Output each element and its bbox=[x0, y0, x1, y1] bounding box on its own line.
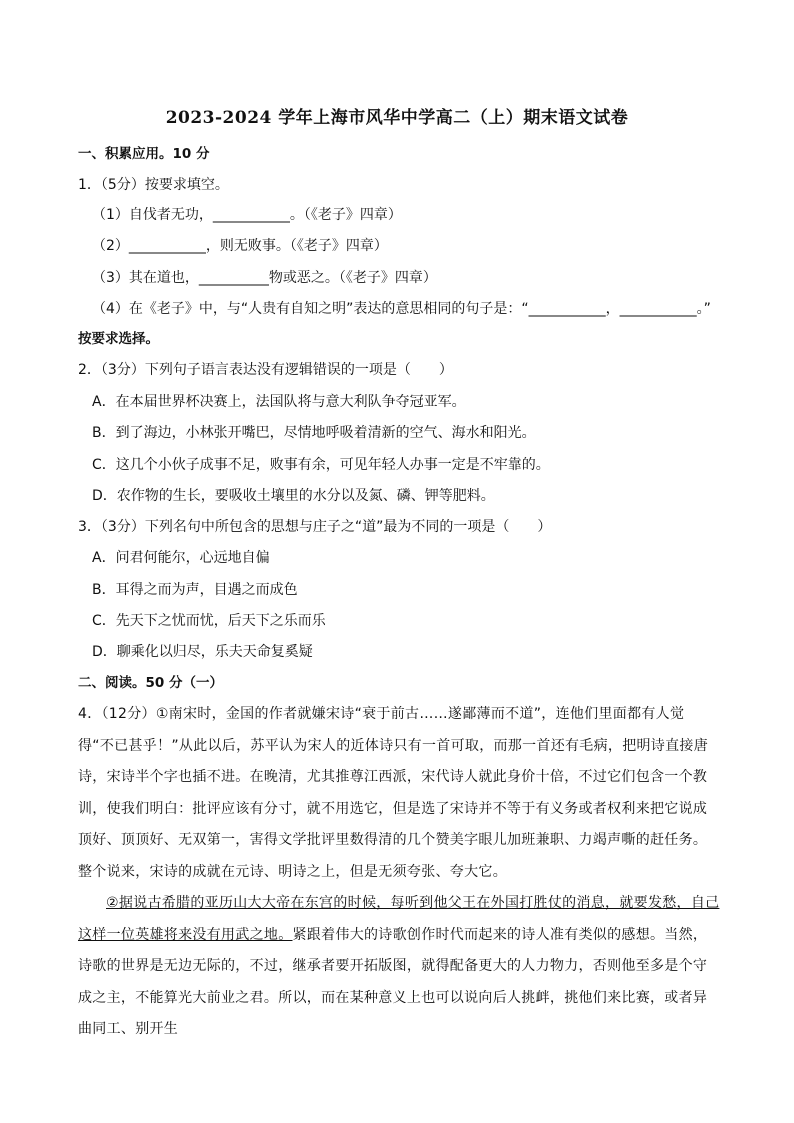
question-1-stem: 1．（5分）按要求填空。 bbox=[78, 177, 229, 193]
question-1-item-4: （4）在《老子》中，与“人贵有自知之明”表达的意思相同的句子是：“___________，___________。” bbox=[92, 301, 711, 317]
passage-paragraph-2-text: 紧跟着伟大的诗歌创作时代而起来的诗人准有类似的感想。当然，诗歌的世界是无边无际的，不过，继承者要开拓版图，就得配备更大的人力物力，否则他至多是个守成之主，不能算光大前业之君。所以，而在某种意义上也可以说向后人挑衅，挑他们来比赛，或者异曲同工、别开生 bbox=[78, 926, 708, 1037]
question-3-option-c: C．先天下之忧而忧，后天下之乐而乐 bbox=[92, 613, 326, 629]
passage-underlined-sentence: ②据说古希腊的亚历山大大帝在东宫的时候，每听到他父王在外国打胜仗的消息，就要发愁，自己这样一位英雄将来没有用武之地。 bbox=[78, 895, 720, 943]
question-2-option-b: B．到了海边，小林张开嘴巴，尽情地呼吸着清新的空气、海水和阳光。 bbox=[92, 425, 536, 441]
question-3-option-b: B．耳得之而为声，目遇之而成色 bbox=[92, 582, 298, 598]
question-3-option-d: D．聊乘化以归尽，乐夫天命复奚疑 bbox=[92, 644, 313, 660]
question-1-item-3: （3）其在道也，__________物或恶之。（《老子》四章） bbox=[92, 270, 437, 286]
question-4-lead: 4．（12分） bbox=[78, 706, 156, 722]
reading-passage bbox=[78, 699, 720, 1046]
page-title: 2023-2024 学年上海市风华中学高二（上）期末语文试卷 bbox=[165, 108, 629, 128]
section-heading-2: 二、阅读。50 分（一） bbox=[78, 675, 223, 691]
instruction-heading: 按要求选择。 bbox=[78, 331, 159, 347]
section-heading-1: 一、积累应用。10 分 bbox=[78, 146, 210, 162]
question-1-item-1: （1）自伐者无功，___________。（《老子》四章） bbox=[92, 207, 402, 223]
passage-paragraph-1 bbox=[78, 699, 720, 888]
passage-paragraph-1-text: ①南宋时，金国的作者就嫌宋诗“衰于前古……遂鄙薄而不道”，连他们里面都有人觉得“不已甚乎！”从此以后，苏平认为宋人的近体诗只有一首可取，而那一首还有毛病，把明诗直接唐诗，宋诗半个字也插不进。在晚清，尤其推尊江西派，宋代诗人就此身价十倍，不过它们包含一个教训，使我们明白：批评应该有分寸，就不用选它，但是选了宋诗并不等于有义务或者权利来把它说成顶好、顶顶好、无双第一，害得文学批评里数得清的几个赞美字眼儿加班兼职、力竭声嘶的赶任务。整个说来，宋诗的成就在元诗、明诗之上，但是无须夸张、夸大它。 bbox=[78, 706, 709, 880]
question-2-option-d: D．农作物的生长，要吸收土壤里的水分以及氮、磷、钾等肥料。 bbox=[92, 488, 495, 504]
question-1-item-2: （2）___________，则无败事。（《老子》四章） bbox=[92, 238, 388, 254]
question-3-stem: 3．（3分）下列名句中所包含的思想与庄子之“道”最为不同的一项是（ ） bbox=[78, 519, 552, 535]
question-3-option-a: A．问君何能尔，心远地自偏 bbox=[92, 550, 270, 566]
question-2-option-c: C．这几个小伙子成事不足，败事有余，可见年轻人办事一定是不牢靠的。 bbox=[92, 457, 550, 473]
question-2-stem: 2．（3分）下列句子语言表达没有逻辑错误的一项是（ ） bbox=[78, 362, 453, 378]
passage-paragraph-2 bbox=[78, 888, 720, 1046]
question-2-option-a: A．在本届世界杯决赛上，法国队将与意大利队争夺冠亚军。 bbox=[92, 394, 466, 410]
